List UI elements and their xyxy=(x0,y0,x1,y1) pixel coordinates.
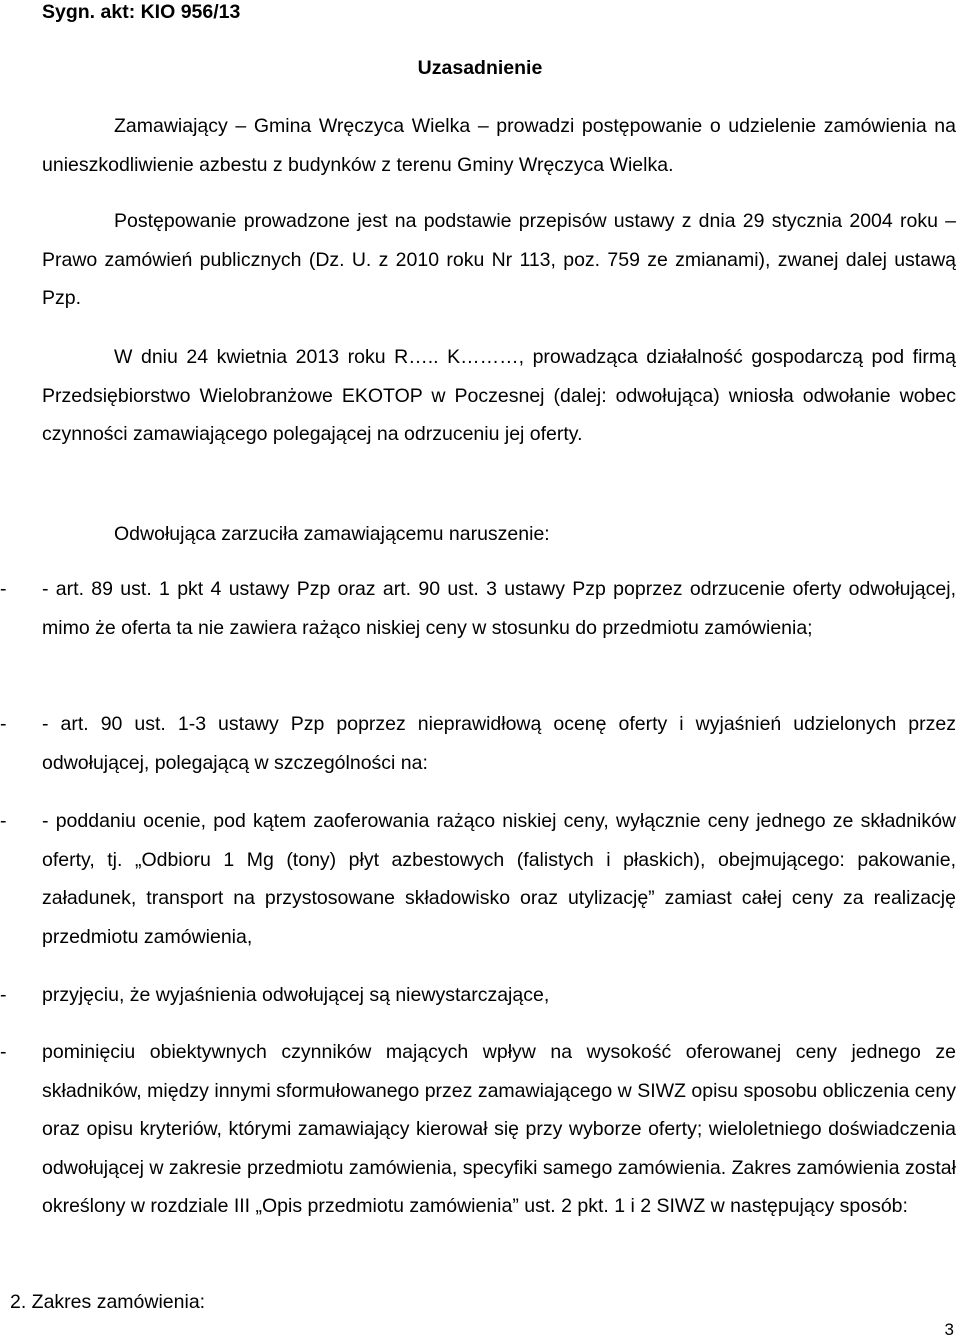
list-item-text: przyjęciu, że wyjaśnienia odwołującej są niewystarczające, xyxy=(42,984,550,1006)
paragraph-appeal: W dniu 24 kwietnia 2013 roku R….. K………, prowadząca działalność gospodarczą pod firmą Przedsiębiorstwo Wielobranżowe EKOTOP w Poczesnej (dalej: odwołująca) wniosła odwołanie wobec czynności zamawiającego polegającej na odrzuceniu jej oferty. xyxy=(42,346,956,445)
list-item-text: pominięciu obiektywnych czynników mających wpływ na wysokość oferowanej ceny jednego ze składników, między innymi sformułowanego przez zamawiającego w SIWZ opisu sposobu obliczenia ceny oraz opisu kryteriów, którymi zamawiający kierował się przy wyborze oferty; wieloletniego doświadczenia odwołującej w zakresie przedmiotu zamówienia, specyfiki samego zamówienia. Zakres zamówienia został określony w rozdziale III „Opis przedmiotu zamówienia” ust. 2 pkt. 1 i 2 SIWZ w następujący sposób: xyxy=(42,1041,956,1217)
list-item-text: - art. 89 ust. 1 pkt 4 ustawy Pzp oraz art. 90 ust. 3 ustawy Pzp poprzez odrzucenie oferty odwołującej, mimo że oferta ta nie zawiera rażąco niskiej ceny w stosunku do przedmiotu zamówienia; xyxy=(42,578,956,639)
page-number: 3 xyxy=(944,1320,954,1339)
list-dash: - xyxy=(0,810,7,832)
paragraph-allegations-intro: Odwołująca zarzuciła zamawiającemu naruszenie: xyxy=(114,523,550,545)
case-reference: Sygn. akt: KIO 956/13 xyxy=(42,1,241,23)
list-dash: - xyxy=(0,984,7,1006)
paragraph-contracting-authority: Zamawiający – Gmina Wręczyca Wielka – prowadzi postępowanie o udzielenie zamówienia na unieszkodliwienie azbestu z budynków z terenu Gminy Wręczyca Wielka. xyxy=(42,115,956,176)
list-dash: - xyxy=(0,713,7,735)
list-dash: - xyxy=(0,578,7,600)
numbered-item-scope: 2. Zakres zamówienia: xyxy=(10,1291,206,1313)
list-dash: - xyxy=(0,1041,7,1063)
section-heading: Uzasadnienie xyxy=(417,57,543,79)
paragraph-legal-basis: Postępowanie prowadzone jest na podstawie przepisów ustawy z dnia 29 stycznia 2004 roku – Prawo zamówień publicznych (Dz. U. z 2010 roku Nr 113, poz. 759 ze zmianami), zwanej dalej ustawą Pzp. xyxy=(42,210,956,309)
list-item-text: - art. 90 ust. 1-3 ustawy Pzp poprzez nieprawidłową ocenę oferty i wyjaśnień udzielonych przez odwołującej, polegającą w szczególności na: xyxy=(42,713,956,774)
list-item-text: - poddaniu ocenie, pod kątem zaoferowania rażąco niskiej ceny, wyłącznie ceny jednego ze składników oferty, tj. „Odbioru 1 Mg (tony) płyt azbestowych (falistych i płaskich), obejmującego: pakowanie, załadunek, transport na przystosowane składowisko oraz utylizację” zamiast całej ceny za realizację przedmiotu zamówienia, xyxy=(42,810,956,948)
